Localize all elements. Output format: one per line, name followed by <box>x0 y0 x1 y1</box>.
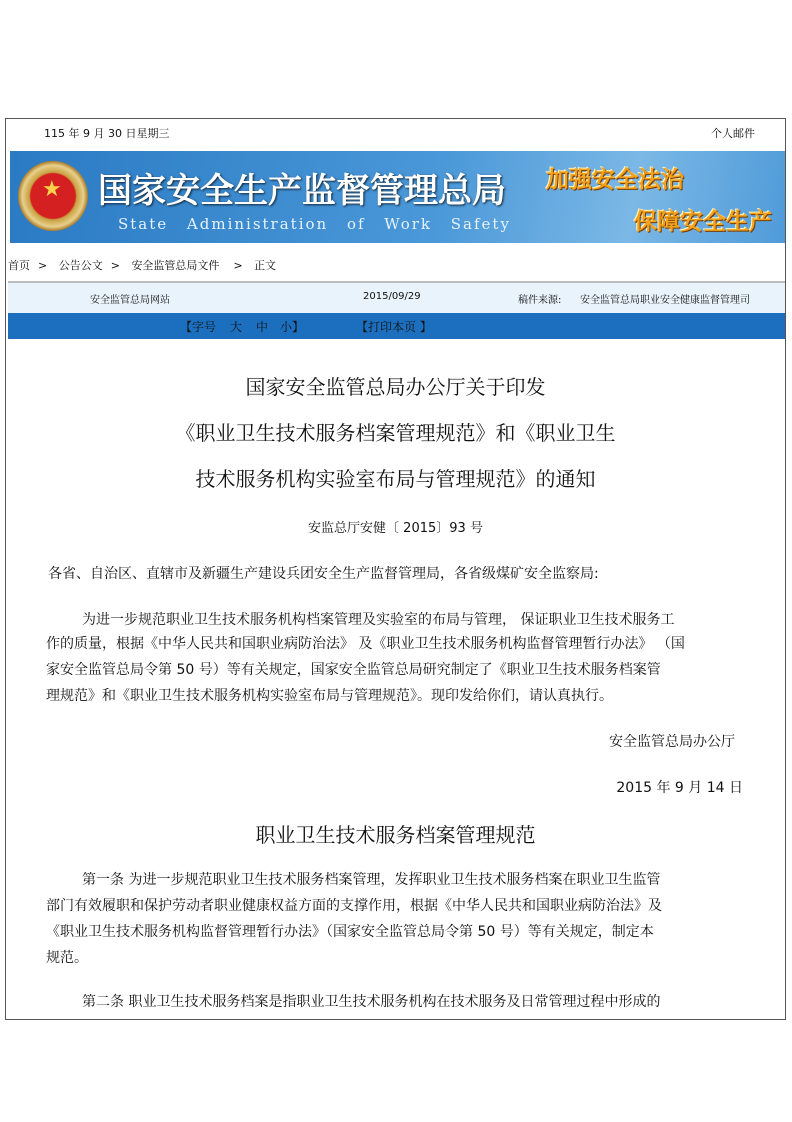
font-size-label: 【字号 <box>180 320 217 334</box>
font-large-button[interactable]: 大 <box>230 320 243 334</box>
slogan-1: 加强安全法治 <box>546 167 684 193</box>
article-info-bar <box>8 281 785 315</box>
page-frame <box>5 118 786 1020</box>
info-source: 安全监管总局职业安全健康监督管理司 <box>580 295 750 306</box>
breadcrumb-current: 正文 <box>254 259 277 272</box>
sign-date: 2015 年 9 月 14 日 <box>616 780 743 796</box>
national-emblem-icon: ★ <box>18 161 88 231</box>
article-line: 《职业卫生技术服务机构监督管理暂行办法》（国家安全监管总局令第 50 号）等有关规定，制定本 <box>46 924 654 940</box>
article-line: 第一条 为进一步规范职业卫生技术服务档案管理，发挥职业卫生技术服务档案在职业卫生监管 <box>82 872 661 888</box>
breadcrumb-sep: > <box>110 259 120 272</box>
agency-title: 国家安全生产监督管理总局 <box>98 171 506 211</box>
doc-title-line: 《职业卫生技术服务档案管理规范》和《职业卫生 <box>175 421 616 445</box>
font-small-button[interactable]: 小】 <box>280 320 305 334</box>
body-line: 理规范》和《职业卫生技术服务机构实验室布局与管理规范》。现印发给你们，请认真执行。 <box>46 688 613 704</box>
font-medium-button[interactable]: 中 <box>256 320 269 334</box>
article-line: 规范。 <box>46 950 88 966</box>
doc-title-line: 技术服务机构实验室布局与管理规范》的通知 <box>195 467 596 491</box>
breadcrumb-notices[interactable]: 公告公文 <box>58 259 103 272</box>
breadcrumb-files[interactable]: 安全监管总局文件 <box>131 259 220 272</box>
body-line: 作的质量，根据《中华人民共和国职业病防治法》 及《职业卫生技术服务机构监督管理暂行办法》 （国 <box>46 636 685 652</box>
slogan-2: 保障安全生产 <box>634 209 772 235</box>
body-line: 家安全监管总局令第 50 号）等有关规定，国家安全监管总局研究制定了《职业卫生技术服务档案管 <box>46 662 661 678</box>
info-date: 2015/09/29 <box>363 291 421 302</box>
addressee: 各省、自治区、直辖市及新疆生产建设兵团安全生产监督管理局，各省级煤矿安全监察局: <box>48 566 599 582</box>
article-line: 部门有效履职和保护劳动者职业健康权益方面的支撑作用，根据《中华人民共和国职业病防治法》及 <box>46 898 662 914</box>
breadcrumb-home[interactable]: 首页 <box>8 259 30 272</box>
agency-subtitle: State Administration of Work Safety <box>118 215 511 233</box>
info-source-label: 稿件来源: <box>518 295 562 306</box>
article-line: 第二条 职业卫生技术服务档案是指职业卫生技术服务机构在技术服务及日常管理过程中形成的 <box>82 994 661 1010</box>
info-site: 安全监管总局网站 <box>90 295 170 306</box>
breadcrumb <box>8 257 284 273</box>
doc-number: 安监总厅安健〔 2015〕93 号 <box>308 521 483 536</box>
doc-title-line: 国家安全监管总局办公厅关于印发 <box>245 375 546 399</box>
print-button[interactable]: 【打印本页 】 <box>356 320 432 334</box>
current-date: 115 年 9 月 30 日星期三 <box>44 127 170 140</box>
section-title: 职业卫生技术服务档案管理规范 <box>255 823 536 847</box>
header-banner <box>10 151 785 243</box>
personal-mail-link[interactable]: 个人邮件 <box>711 127 755 140</box>
toolbar <box>8 313 785 339</box>
breadcrumb-sep: > <box>233 259 243 272</box>
breadcrumb-sep: > <box>38 259 48 272</box>
signer: 安全监管总局办公厅 <box>609 734 735 750</box>
body-line: 为进一步规范职业卫生技术服务机构档案管理及实验室的布局与管理， 保证职业卫生技术服务工 <box>82 612 675 628</box>
